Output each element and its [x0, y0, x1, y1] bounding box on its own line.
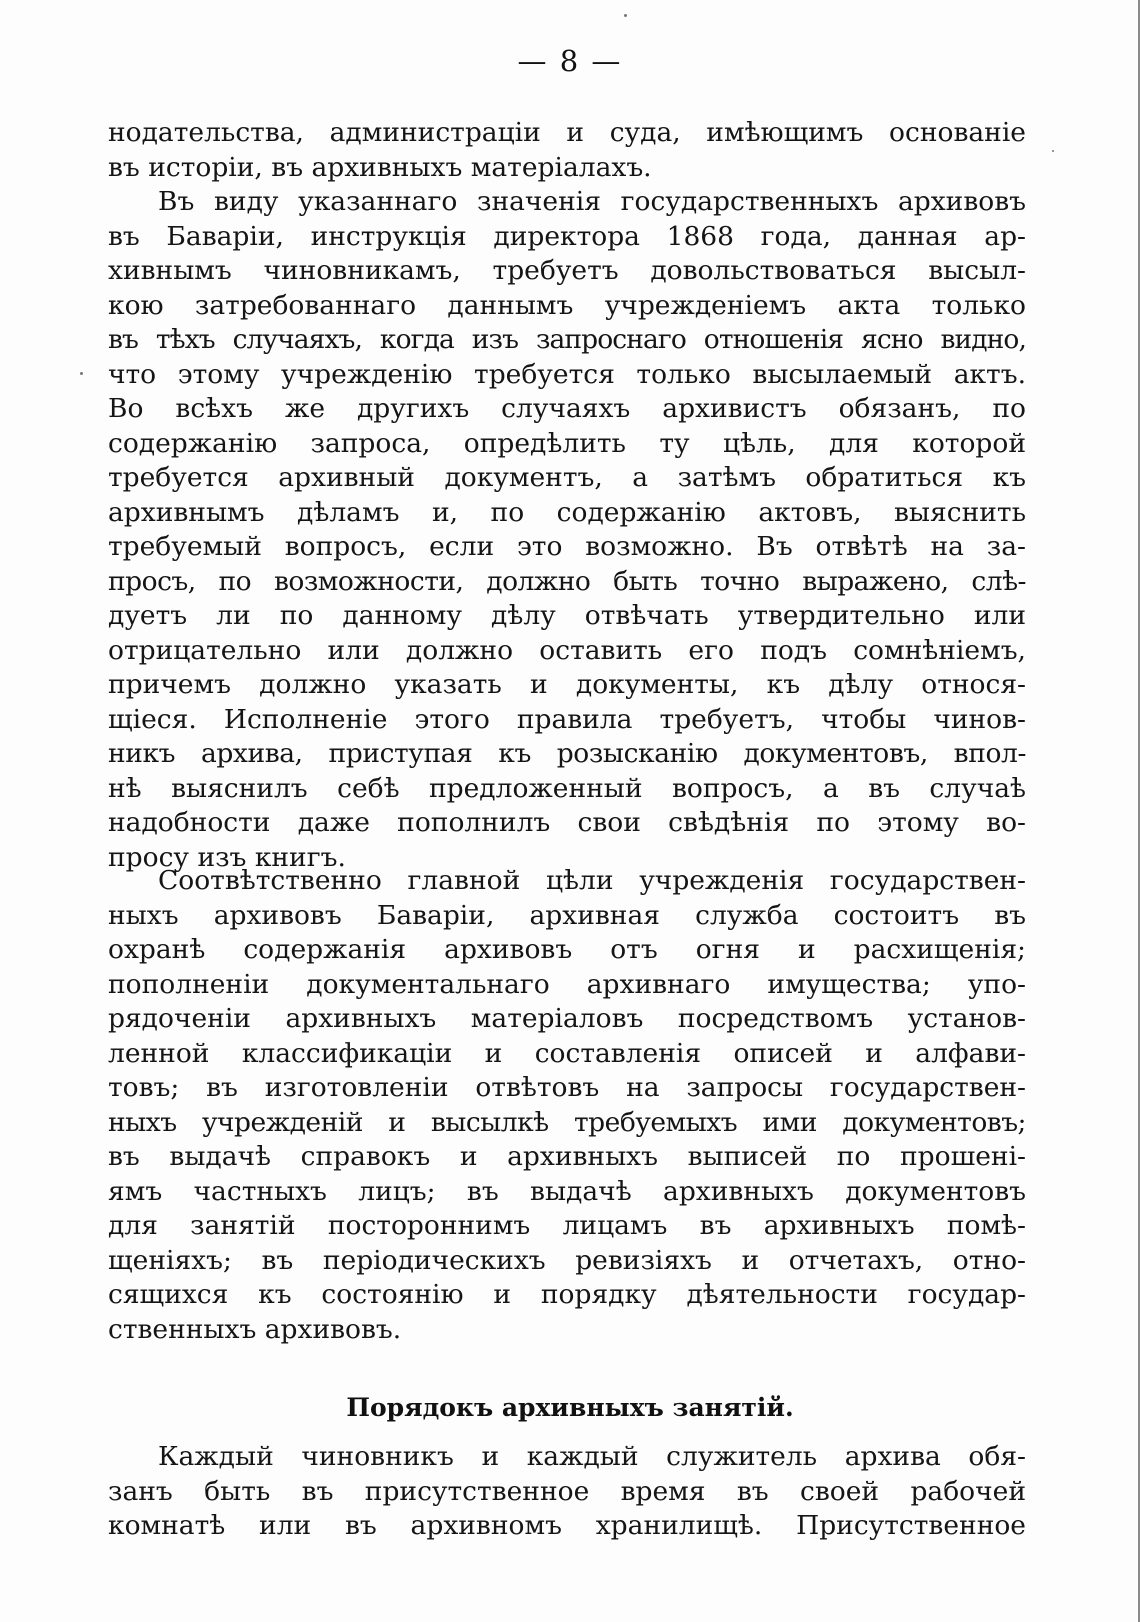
text-line: для занятій постороннимъ лицамъ въ архивныхъ помѣ-	[108, 1210, 1026, 1241]
print-speck	[624, 14, 627, 17]
text-line: хивнымъ чиновникамъ, требуетъ довольствоваться высыл-	[108, 255, 1026, 286]
paragraph-continuation	[108, 116, 1026, 185]
page-number: — 8 —	[517, 44, 623, 78]
text-line: комнатѣ или въ архивномъ хранилищѣ. Присутственное	[108, 1510, 1026, 1541]
text-line: охранѣ содержанія архивовъ отъ огня и расхищенія;	[108, 934, 1026, 965]
text-line: требуется архивный документъ, а затѣмъ обратиться къ	[108, 462, 1026, 493]
text-line: содержанію запроса, опредѣлить ту цѣль, для которой	[108, 427, 1026, 459]
text-line: ныхъ учрежденій и высылкѣ требуемыхъ ими документовъ;	[108, 1106, 1026, 1138]
text-line: надобности даже пополнилъ свои свѣдѣнія по этому во-	[108, 807, 1026, 838]
paragraph-archive-service	[108, 864, 1026, 1347]
text-line: что этому учрежденію требуется только высылаемый актъ.	[108, 358, 1026, 390]
text-line: занъ быть въ присутственное время въ своей рабочей	[108, 1475, 1026, 1507]
text-line: ленной классификаціи и составленія описей и алфави-	[108, 1037, 1026, 1069]
text-line: ямъ частныхъ лицъ; въ выдачѣ архивныхъ документовъ	[108, 1175, 1026, 1207]
text-line: въ Баваріи, инструкція директора 1868 года, данная ар-	[108, 220, 1026, 252]
text-line: дуетъ ли по данному дѣлу отвѣчать утвердительно или	[108, 600, 1026, 631]
paragraph-archive-requests	[108, 185, 1026, 875]
text-line: въ выдачѣ справокъ и архивныхъ выписей по прошені-	[108, 1141, 1026, 1172]
text-line: пополненіи документальнаго архивнаго имущества; упо-	[108, 968, 1026, 1000]
text-line: Каждый чиновникъ и каждый служитель архива обя-	[158, 1441, 1026, 1472]
text-line: Соотвѣтственно главной цѣли учрежденія государствен-	[158, 865, 1026, 896]
section-heading: Порядокъ архивныхъ занятій.	[346, 1393, 794, 1422]
print-speck	[1052, 150, 1054, 152]
text-line: Въ виду указаннаго значенія государственныхъ архивовъ	[158, 186, 1026, 217]
text-line: требуемый вопросъ, если это возможно. Въ отвѣтѣ на за-	[108, 531, 1026, 562]
print-speck	[80, 372, 83, 375]
text-line: причемъ должно указать и документы, къ дѣлу относя-	[108, 669, 1026, 700]
text-line: рядоченіи архивныхъ матеріаловъ посредствомъ установ-	[108, 1003, 1026, 1034]
text-line: просу изъ книгъ.	[108, 841, 346, 873]
text-line: просъ, по возможности, должно быть точно выражено, слѣ-	[108, 565, 1026, 597]
text-line: сящихся къ состоянію и порядку дѣятельности государ-	[108, 1279, 1026, 1310]
text-line: ственныхъ архивовъ.	[108, 1313, 402, 1345]
paragraph-duty-hours	[108, 1440, 1026, 1544]
text-line: щеніяхъ; въ періодическихъ ревизіяхъ и отчетахъ, отно-	[108, 1244, 1026, 1276]
text-line: въ тѣхъ случаяхъ, когда изъ запроснаго отношенія ясно видно,	[108, 324, 1026, 355]
text-line: никъ архива, приступая къ розысканію документовъ, впол-	[108, 738, 1026, 769]
text-line: щіеся. Исполненіе этого правила требуетъ, чтобы чинов-	[108, 703, 1026, 735]
text-line: архивнымъ дѣламъ и, по содержанію актовъ, выяснить	[108, 496, 1026, 528]
text-line: товъ; въ изготовленіи отвѣтовъ на запросы государствен-	[108, 1072, 1026, 1103]
text-line: ныхъ архивовъ Баваріи, архивная служба состоитъ въ	[108, 899, 1026, 931]
text-line: нѣ выяснилъ себѣ предложенный вопросъ, а въ случаѣ	[108, 772, 1026, 804]
text-line: въ исторіи, въ архивныхъ матеріалахъ.	[108, 151, 652, 183]
text-line: отрицательно или должно оставить его подъ сомнѣніемъ,	[108, 634, 1026, 666]
text-line: кою затребованнаго даннымъ учрежденіемъ акта только	[108, 289, 1026, 321]
text-line: Во всѣхъ же другихъ случаяхъ архивистъ обязанъ, по	[108, 393, 1026, 424]
text-line: нодательства, администраціи и суда, имѣющимъ основаніе	[108, 117, 1026, 148]
